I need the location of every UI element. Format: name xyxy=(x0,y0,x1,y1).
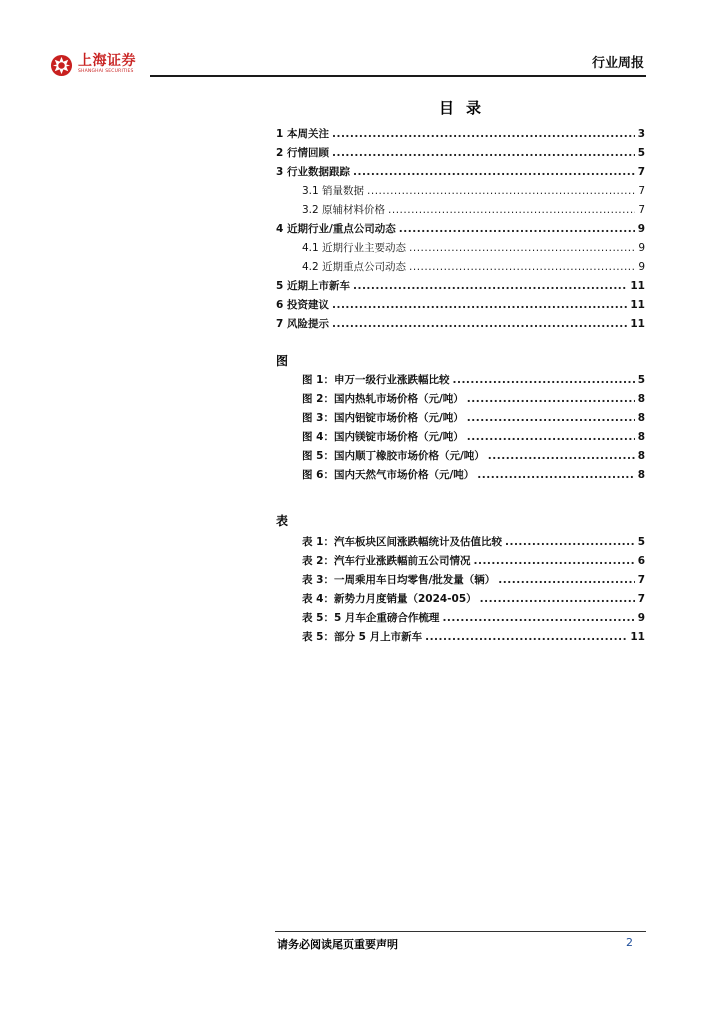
table-entry-page: 7 xyxy=(637,593,645,605)
toc-entry-label: 2 行情回顾 xyxy=(276,147,329,159)
dot-leader xyxy=(467,411,635,425)
table-entry-page: 6 xyxy=(637,555,645,567)
dot-leader xyxy=(505,535,635,549)
toc-entry-label: 4.1 近期行业主要动态 xyxy=(302,242,407,254)
toc-entry-page: 11 xyxy=(630,318,645,330)
toc-entry-label: 4.2 近期重点公司动态 xyxy=(302,261,407,273)
toc-entry-1[interactable] xyxy=(276,127,645,141)
toc-entry-page: 9 xyxy=(638,242,645,254)
dot-leader xyxy=(332,127,635,141)
toc-entry-3[interactable] xyxy=(276,165,645,179)
table-entry-label: 表 5：部分 5 月上市新车 xyxy=(302,631,423,643)
figure-entry-page: 8 xyxy=(637,450,645,462)
toc-entry-3-2[interactable] xyxy=(302,203,645,217)
toc-entry-label: 6 投资建议 xyxy=(276,299,329,311)
footer-divider xyxy=(275,931,646,932)
toc-title: 目录 xyxy=(438,99,493,117)
table-entry-1[interactable] xyxy=(302,535,645,549)
dot-leader xyxy=(442,611,634,625)
logo-chinese-name: 上海证券 xyxy=(78,53,136,69)
dot-leader xyxy=(367,184,635,198)
figure-entry-label: 图 4：国内镁锭市场价格（元/吨） xyxy=(302,431,464,443)
figure-entry-page: 8 xyxy=(637,393,645,405)
toc-entry-4-1[interactable] xyxy=(302,241,645,255)
figure-entry-label: 图 1：申万一级行业涨跌幅比较 xyxy=(302,374,450,386)
page-number: 2 xyxy=(626,936,633,949)
table-entry-label: 表 5：5 月车企重磅合作梳理 xyxy=(302,612,440,624)
toc-entry-page: 9 xyxy=(638,261,645,273)
dot-leader xyxy=(332,298,627,312)
figure-entry-label: 图 5：国内顺丁橡胶市场价格（元/吨） xyxy=(302,450,485,462)
table-entry-label: 表 4：新势力月度销量（2024-05） xyxy=(302,593,477,605)
toc-entry-page: 9 xyxy=(637,223,645,235)
dot-leader xyxy=(409,241,635,255)
dot-leader xyxy=(425,630,627,644)
dot-leader xyxy=(388,203,635,217)
table-entry-page: 9 xyxy=(637,612,645,624)
toc-entry-label: 7 风险提示 xyxy=(276,318,329,330)
figure-entry-label: 图 2：国内热轧市场价格（元/吨） xyxy=(302,393,464,405)
toc-entry-4-2[interactable] xyxy=(302,260,645,274)
figure-entry-6[interactable] xyxy=(302,468,645,482)
figure-entry-1[interactable] xyxy=(302,373,645,387)
table-entry-3[interactable] xyxy=(302,573,645,587)
toc-entry-3-1[interactable] xyxy=(302,184,645,198)
table-entry-page: 11 xyxy=(630,631,645,643)
toc-entry-page: 3 xyxy=(637,128,645,140)
toc-entry-page: 7 xyxy=(638,185,645,197)
table-entry-label: 表 2：汽车行业涨跌幅前五公司情况 xyxy=(302,555,471,567)
toc-entry-label: 3 行业数据跟踪 xyxy=(276,166,350,178)
toc-entry-page: 7 xyxy=(638,204,645,216)
dot-leader xyxy=(332,146,635,160)
dot-leader xyxy=(452,373,634,387)
table-entry-2[interactable] xyxy=(302,554,645,568)
figure-entry-2[interactable] xyxy=(302,392,645,406)
dot-leader xyxy=(409,260,635,274)
toc-entry-page: 11 xyxy=(630,280,645,292)
table-entry-label: 表 1：汽车板块区间涨跌幅统计及估值比较 xyxy=(302,536,502,548)
dot-leader xyxy=(332,317,627,331)
toc-entry-label: 4 近期行业/重点公司动态 xyxy=(276,223,396,235)
toc-entry-4[interactable] xyxy=(276,222,645,236)
dot-leader xyxy=(467,430,635,444)
dot-leader xyxy=(488,449,635,463)
toc-entry-label: 1 本周关注 xyxy=(276,128,329,140)
table-entry-4[interactable] xyxy=(302,592,645,606)
table-entry-6[interactable] xyxy=(302,630,645,644)
table-entry-page: 7 xyxy=(637,574,645,586)
dot-leader xyxy=(480,592,635,606)
toc-entry-2[interactable] xyxy=(276,146,645,160)
toc-entry-label: 3.1 销量数据 xyxy=(302,185,365,197)
tables-heading: 表 xyxy=(276,514,289,528)
dot-leader xyxy=(399,222,635,236)
report-type-label: 行业周报 xyxy=(591,56,644,71)
footer-disclaimer: 请务必阅读尾页重要声明 xyxy=(277,938,398,951)
figure-entry-page: 8 xyxy=(637,469,645,481)
shanghai-securities-logo-icon xyxy=(50,54,73,77)
dot-leader xyxy=(498,573,634,587)
logo-english-name: SHANGHAI SECURITIES xyxy=(78,69,134,74)
toc-entry-page: 11 xyxy=(630,299,645,311)
figure-entry-3[interactable] xyxy=(302,411,645,425)
figure-entry-label: 图 6：国内天然气市场价格（元/吨） xyxy=(302,469,475,481)
figure-entry-4[interactable] xyxy=(302,430,645,444)
figure-entry-page: 8 xyxy=(637,431,645,443)
dot-leader xyxy=(467,392,635,406)
table-entry-5[interactable] xyxy=(302,611,645,625)
figure-entry-page: 5 xyxy=(637,374,645,386)
dot-leader xyxy=(477,468,634,482)
toc-entry-5[interactable] xyxy=(276,279,645,293)
toc-entry-6[interactable] xyxy=(276,298,645,312)
dot-leader xyxy=(353,279,627,293)
toc-entry-page: 5 xyxy=(637,147,645,159)
table-entry-label: 表 3：一周乘用车日均零售/批发量（辆） xyxy=(302,574,496,586)
header-divider xyxy=(150,75,646,77)
toc-entry-label: 5 近期上市新车 xyxy=(276,280,350,292)
figure-entry-5[interactable] xyxy=(302,449,645,463)
figure-entry-label: 图 3：国内铝锭市场价格（元/吨） xyxy=(302,412,464,424)
toc-entry-page: 7 xyxy=(637,166,645,178)
toc-entry-label: 3.2 原辅材料价格 xyxy=(302,204,386,216)
dot-leader xyxy=(473,554,634,568)
toc-entry-7[interactable] xyxy=(276,317,645,331)
table-entry-page: 5 xyxy=(637,536,645,548)
dot-leader xyxy=(353,165,635,179)
company-logo xyxy=(50,54,136,77)
figure-entry-page: 8 xyxy=(637,412,645,424)
figures-heading: 图 xyxy=(276,354,289,368)
